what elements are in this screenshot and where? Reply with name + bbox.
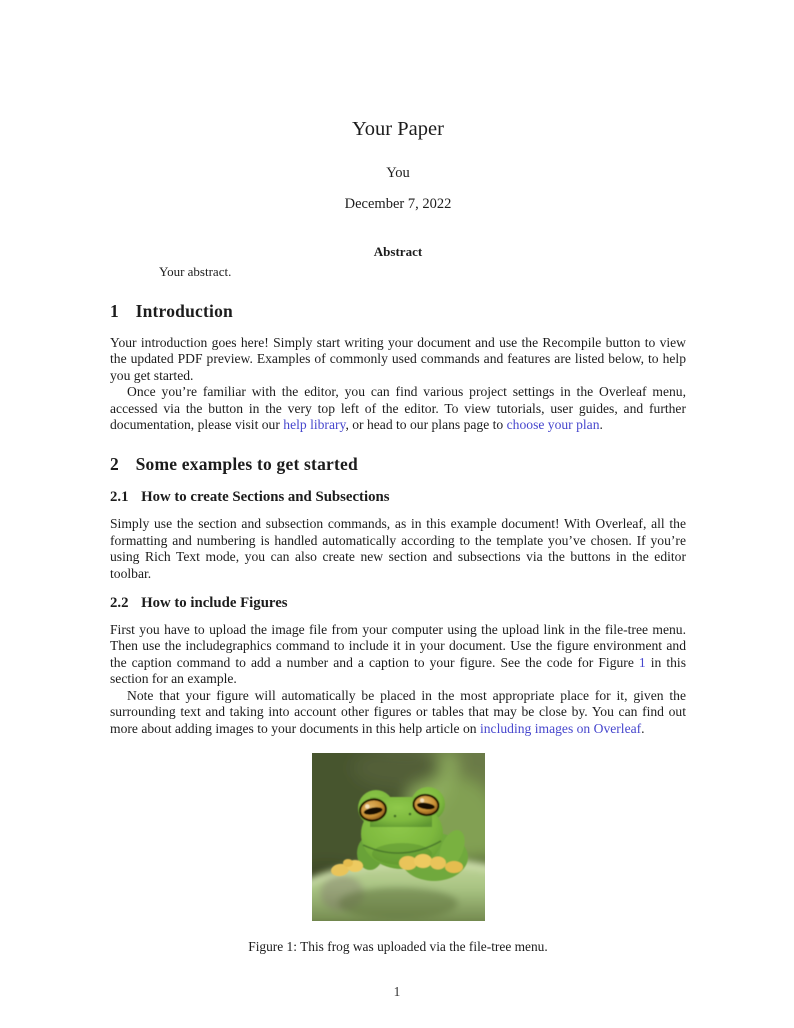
page-number: 1 — [393, 984, 401, 999]
subsection-2-1-number: 2.1 — [110, 489, 129, 506]
intro-p2-text-c: . — [599, 417, 603, 433]
section-2-title: Some examples to get started — [135, 454, 358, 475]
figure-1 — [110, 753, 686, 955]
section-2-heading — [110, 453, 686, 476]
intro-paragraph-1: Your introduction goes here! Simply start writing your document and use the Recompile button to view the updated PDF preview. Examples of commonly used commands and features are listed below, to help you get started. — [110, 335, 686, 383]
sections-paragraph: Simply use the section and subsection commands, as in this example document! With Overleaf, all the formatting and numbering is handled automatically according to the template you’ve chosen. If you’re using Rich Text mode, you can also create new section and subsections via the buttons in the editor toolbar. — [110, 516, 686, 581]
figures-p1-text-a: First you have to upload the image file from your computer using the upload link in the file-tree menu. Then use the includegraphics command to include it in your document. Use the figure environment and the caption command to add a number and a caption to your figure. See the code for Figure — [110, 622, 686, 670]
figure-1-reference-link[interactable]: 1 — [638, 654, 646, 670]
figures-paragraph-1 — [110, 622, 686, 688]
intro-p2-text-a: Once you’re familiar with the editor, you can find various project settings in the Overleaf menu, accessed via the button in the very top left of the editor. To view tutorials, user guides, and further documentation, please visit our — [110, 384, 686, 433]
abstract-heading: Abstract — [373, 244, 423, 259]
frog-photo — [312, 753, 485, 921]
subsection-2-2-title: How to include Figures — [141, 595, 288, 612]
subsection-2-2-number: 2.2 — [110, 595, 129, 612]
paper-date: December 7, 2022 — [344, 196, 452, 212]
figures-p2-text-b: . — [641, 720, 645, 736]
intro-p2-text-b: , or head to our plans page to — [345, 417, 507, 433]
figure-caption: Figure 1: This frog was uploaded via the file-tree menu. — [248, 938, 548, 954]
intro-paragraph-2 — [110, 384, 686, 433]
abstract-text: Your abstract. — [159, 264, 232, 279]
section-1-heading — [110, 300, 686, 323]
figures-p2-text-a: Note that your figure will automatically be placed in the most appropriate place for it, given the surrounding text and taking into account other figures or tables that may be close by. You can find out more about adding images to your documents in this help article on — [110, 687, 686, 736]
choose-your-plan-link[interactable]: choose your plan — [506, 417, 600, 433]
subsection-2-2-heading — [110, 594, 686, 613]
figures-p1-text-b: in this section for an example. — [110, 654, 686, 687]
section-2-number: 2 — [110, 454, 119, 475]
section-1-number: 1 — [110, 301, 119, 321]
figures-paragraph-2 — [110, 688, 686, 737]
paper-title: Your Paper — [352, 118, 444, 140]
subsection-2-1-heading — [110, 488, 686, 507]
paper-author: You — [386, 165, 410, 181]
subsection-2-1-title: How to create Sections and Subsections — [141, 489, 390, 506]
help-library-link[interactable]: help library — [283, 417, 346, 433]
section-1-title: Introduction — [135, 301, 233, 321]
including-images-link[interactable]: including images on Overleaf — [479, 720, 642, 736]
